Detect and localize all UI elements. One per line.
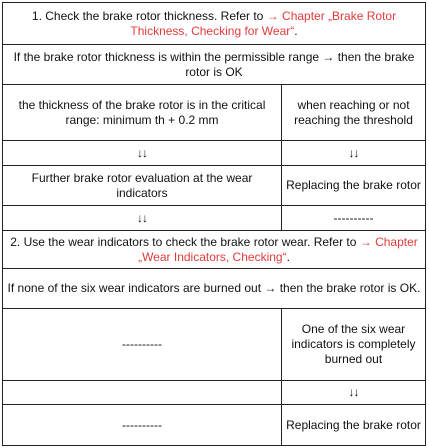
within-range-row — [3, 45, 426, 85]
arrow-down-right-2: ↓↓ — [282, 381, 426, 405]
arrow-down-left-2: ↓↓ — [3, 206, 282, 231]
arrow-down-left-1: ↓↓ — [3, 141, 282, 166]
step1-chapter-link[interactable]: → Chapter „Brake Rotor Thickness, Checking for Wear“ — [130, 8, 397, 38]
evaluation-row — [3, 166, 426, 206]
procedure-table-wrapper — [2, 2, 425, 445]
burned-row — [3, 309, 426, 381]
step1-row — [3, 3, 426, 45]
brake-rotor-procedure-table — [2, 2, 426, 446]
arrow-row-2 — [3, 381, 426, 405]
arrow-down-right-1: ↓↓ — [282, 141, 426, 166]
critical-range-row — [3, 85, 426, 141]
dash-placeholder-left-2: ---------- — [3, 405, 282, 446]
dash-placeholder-right-1: ---------- — [282, 206, 426, 231]
step1-cell — [3, 3, 426, 45]
step1-text: 1. Check the brake rotor thickness. Refer to — [31, 8, 267, 23]
critical-range-right-cell: when reaching or not reaching the threshold — [282, 85, 426, 141]
arrow-row-1 — [3, 141, 426, 166]
critical-range-left-cell: the thickness of the brake rotor is in the critical range: minimum th + 0.2 mm — [3, 85, 282, 141]
within-range-cell: If the brake rotor thickness is within the permissible range → then the brake rotor is OK — [3, 45, 426, 85]
evaluation-left-cell: Further brake rotor evaluation at the wear indicators — [3, 166, 282, 206]
none-burned-cell: If none of the six wear indicators are burned out → then the brake rotor is OK. — [3, 269, 426, 309]
after-evaluation-row — [3, 206, 426, 231]
replace-rotor-right-cell: Replacing the brake rotor — [282, 405, 426, 446]
dash-placeholder-left-1: ---------- — [3, 309, 282, 381]
none-burned-row — [3, 269, 426, 309]
step2-cell — [3, 231, 426, 269]
step2-text: 2. Use the wear indicators to check the brake rotor wear. Refer to — [10, 234, 360, 249]
step2-chapter-link[interactable]: → Chapter „Wear Indicators, Checking“ — [138, 234, 418, 264]
step1-suffix: . — [294, 23, 298, 38]
step2-suffix: . — [286, 249, 290, 264]
step2-row — [3, 231, 426, 269]
evaluation-right-cell: Replacing the brake rotor — [282, 166, 426, 206]
replace-row — [3, 405, 426, 446]
empty-left-cell — [3, 381, 282, 405]
burned-indicator-right-cell: One of the six wear indicators is completely burned out — [282, 309, 426, 381]
